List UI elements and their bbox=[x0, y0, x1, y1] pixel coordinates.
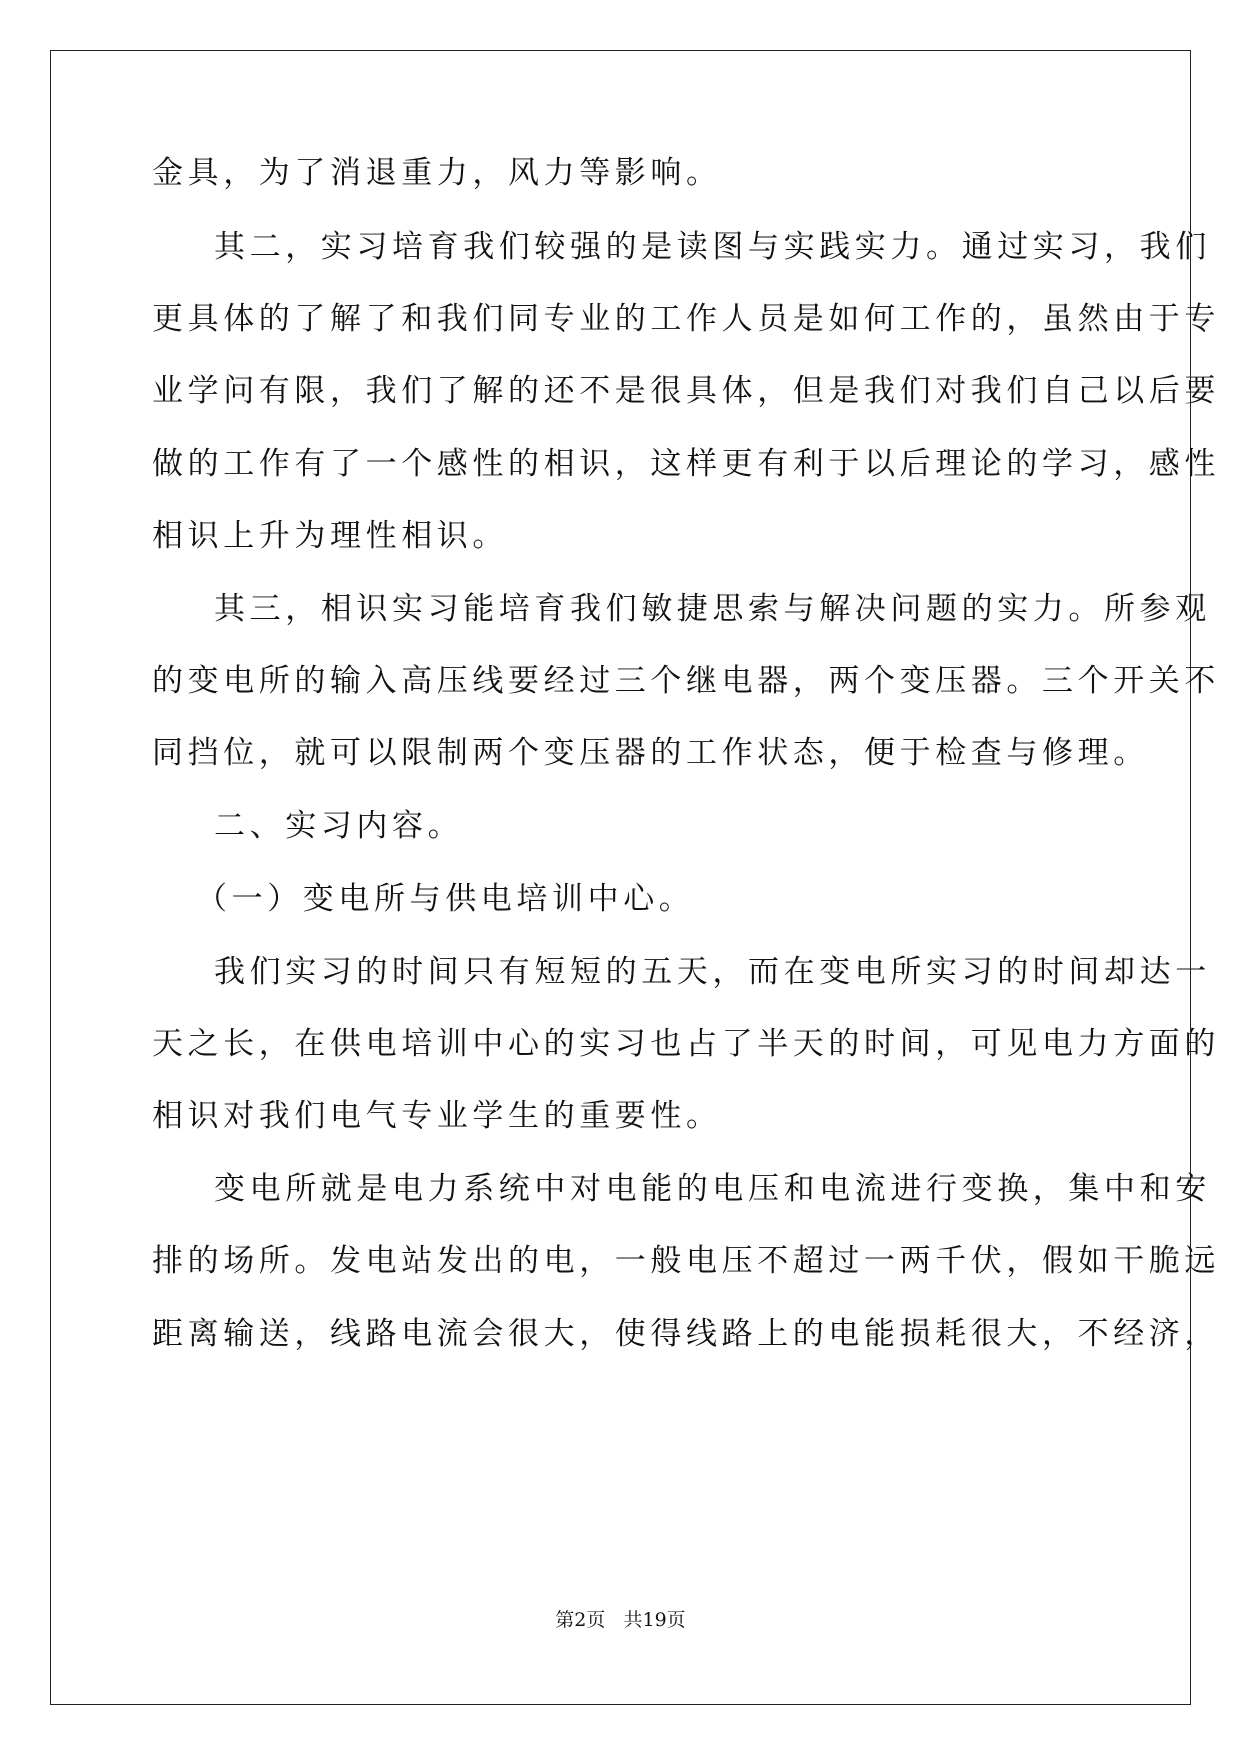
text-line-3: 更具体的了解了和我们同专业的工作人员是如何工作的，虽然由于专 bbox=[152, 301, 1220, 337]
text-line-1: 金具，为了消退重力，风力等影响。 bbox=[152, 155, 722, 191]
text-line-5: 做的工作有了一个感性的相识，这样更有利于以后理论的学习，感性 bbox=[152, 446, 1220, 482]
text-line-6: 相识上升为理性相识。 bbox=[152, 518, 508, 554]
text-line-13: 天之长，在供电培训中心的实习也占了半天的时间，可见电力方面的 bbox=[152, 1026, 1220, 1062]
section-heading: 二、实习内容。 bbox=[214, 808, 464, 844]
page-footer: 第2页 共19页 bbox=[555, 1609, 686, 1631]
text-line-9: 同挡位，就可以限制两个变压器的工作状态，便于检查与修理。 bbox=[152, 735, 1149, 771]
paragraph-line-15: 变电所就是电力系统中对电能的电压和电流进行变换，集中和安 bbox=[214, 1171, 1211, 1207]
subsection-heading: （一）变电所与供电培训中心。 bbox=[196, 881, 695, 917]
text-line-16: 排的场所。发电站发出的电，一般电压不超过一两千伏，假如干脆远 bbox=[152, 1243, 1220, 1279]
paragraph-line-12: 我们实习的时间只有短短的五天，而在变电所实习的时间却达一 bbox=[214, 954, 1211, 990]
text-line-14: 相识对我们电气专业学生的重要性。 bbox=[152, 1098, 722, 1134]
text-line-17: 距离输送，线路电流会很大，使得线路上的电能损耗很大，不经济， bbox=[152, 1316, 1220, 1352]
text-line-8: 的变电所的输入高压线要经过三个继电器，两个变压器。三个开关不 bbox=[152, 663, 1220, 699]
paragraph-line-2: 其二，实习培育我们较强的是读图与实践实力。通过实习，我们 bbox=[214, 229, 1211, 265]
paragraph-line-7: 其三，相识实习能培育我们敏捷思索与解决问题的实力。所参观 bbox=[214, 591, 1211, 627]
text-line-4: 业学问有限，我们了解的还不是很具体，但是我们对我们自己以后要 bbox=[152, 373, 1220, 409]
